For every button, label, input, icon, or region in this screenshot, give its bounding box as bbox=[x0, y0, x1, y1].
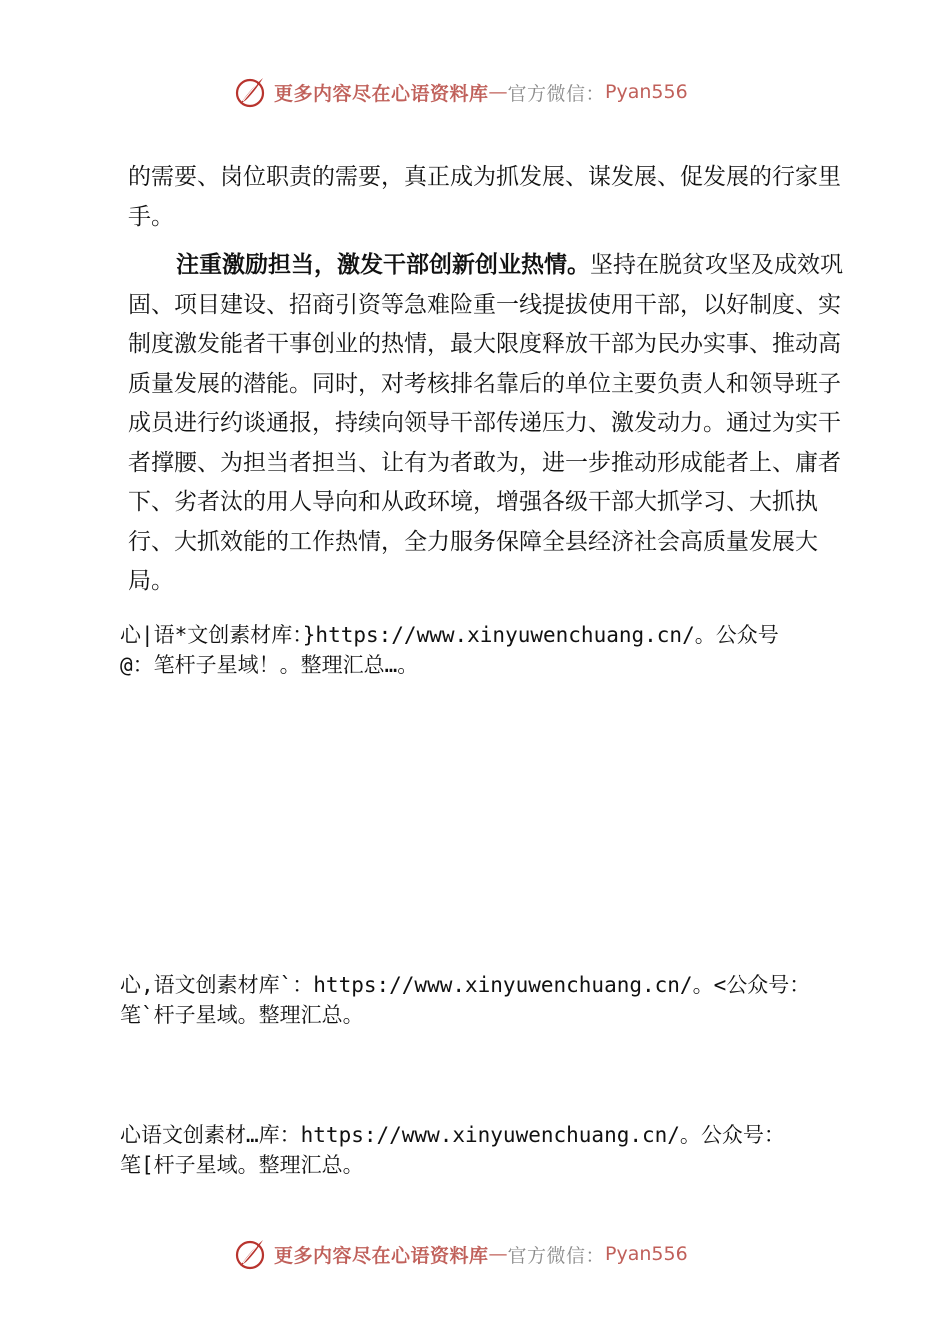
banner-separator: — bbox=[488, 81, 508, 103]
feather-circle-logo-icon bbox=[232, 74, 268, 110]
banner-main-text: 更多内容尽在心语资料库 bbox=[274, 82, 489, 105]
source-note-2-line2: 笔`杆子星域。整理汇总。 bbox=[120, 1003, 364, 1027]
footer-main-text: 更多内容尽在心语资料库 bbox=[274, 1244, 489, 1267]
paragraph-2-lead: 注重激励担当，激发干部创新创业热情。 bbox=[176, 252, 590, 278]
footer-account: Pyan556 bbox=[605, 1243, 688, 1265]
footer-banner bbox=[232, 1236, 688, 1272]
source-note-1 bbox=[120, 620, 920, 680]
paragraph-2 bbox=[128, 246, 848, 602]
source-note-3-line1: 心语文创素材…库：https://www.xinyuwenchuang.cn/。公众号： bbox=[120, 1123, 785, 1147]
paragraph-1: 的需要、岗位职责的需要，真正成为抓发展、谋发展、促发展的行家里手。 bbox=[128, 164, 841, 230]
banner-account: Pyan556 bbox=[605, 81, 688, 103]
source-note-3 bbox=[120, 1120, 920, 1180]
source-note-1-line1: 心|语*文创素材库：}https://www.xinyuwenchuang.cn/。公众号 bbox=[120, 623, 779, 647]
source-note-2-line1: 心,语文创素材库`：https://www.xinyuwenchuang.cn/。<公众号： bbox=[120, 973, 811, 997]
banner-wechat-label: 官方微信： bbox=[507, 82, 606, 105]
source-note-1-line2: @：笔杆子星域！。整理汇总…。 bbox=[120, 653, 419, 677]
paragraph-2-body: 坚持在脱贫攻坚及成效巩固、项目建设、招商引资等急难险重一线提拔使用干部，以好制度、实制度激发能者干事创业的热情，最大限度释放干部为民办实事、推动高质量发展的潜能。同时，对考核排名靠后的单位主要负责人和领导班子成员进行约谈通报，持续向领导干部传递压力、激发动力。通过为实干者撑腰、为担当者担当、让有为者敢为，进一步推动形成能者上、庸者下、劣者汰的用人导向和从政环境，增强各级干部大抓学习、大抓执行、大抓效能的工作热情，全力服务保障全县经济社会高质量发展大局。 bbox=[128, 252, 843, 594]
footer-separator: — bbox=[488, 1243, 508, 1265]
source-note-2 bbox=[120, 970, 920, 1030]
header-banner bbox=[232, 74, 688, 110]
footer-wechat-label: 官方微信： bbox=[507, 1244, 606, 1267]
source-note-3-line2: 笔[杆子星域。整理汇总。 bbox=[120, 1153, 364, 1177]
feather-circle-logo-icon bbox=[232, 1236, 268, 1272]
